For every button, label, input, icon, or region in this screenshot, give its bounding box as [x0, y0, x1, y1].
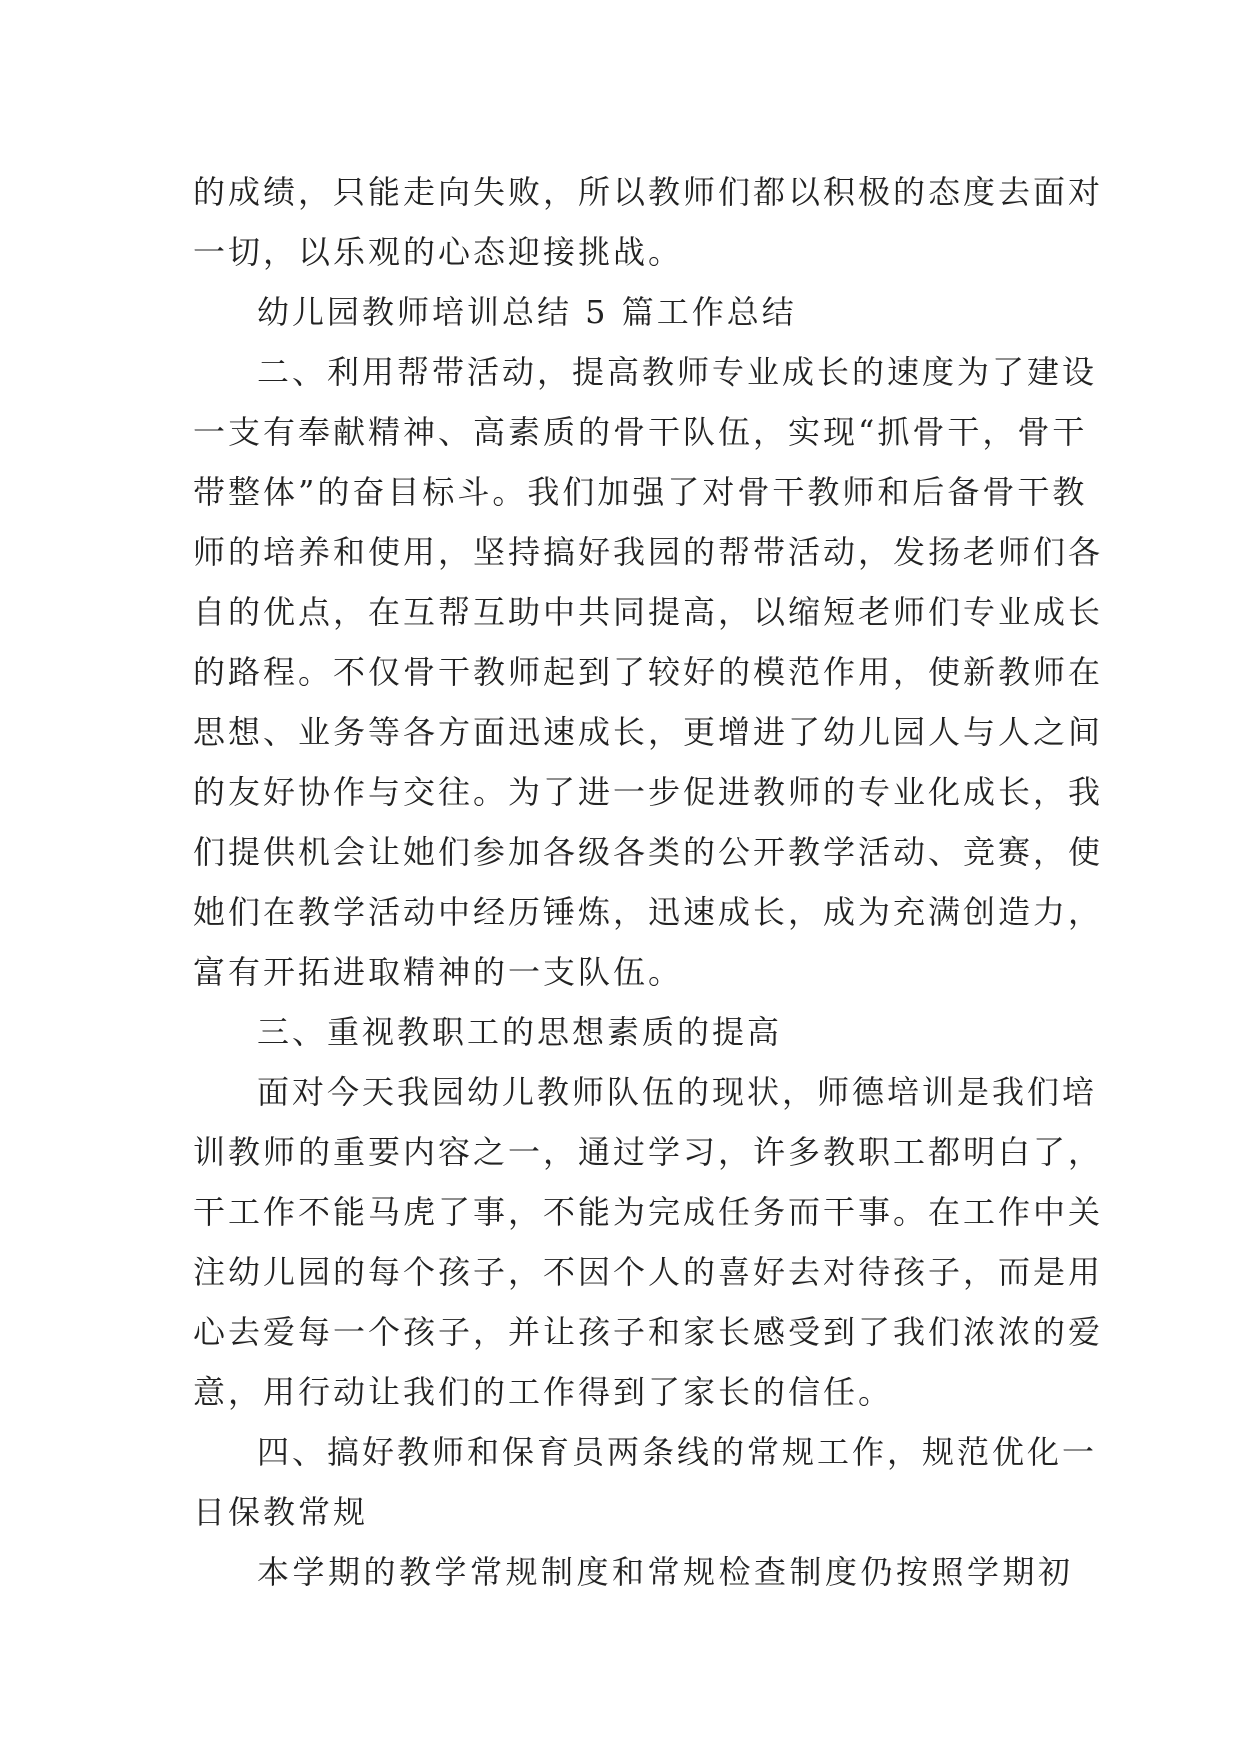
text-line: 思想、业务等各方面迅速成长，更增进了幼儿园人与人之间: [193, 713, 1104, 751]
text-line: 心去爱每一个孩子，并让孩子和家长感受到了我们浓浓的爱: [193, 1313, 1104, 1351]
text-line: 一切，以乐观的心态迎接挑战。: [193, 233, 684, 271]
text-line: 的友好协作与交往。为了进一步促进教师的专业化成长，我: [193, 773, 1104, 811]
text-line: 带整体”的奋目标斗。我们加强了对骨干教师和后备骨干教: [193, 473, 1088, 511]
section-heading: 四、搞好教师和保育员两条线的常规工作，规范优化一: [257, 1433, 1098, 1471]
section-heading: 二、利用帮带活动，提高教师专业成长的速度为了建设: [257, 353, 1098, 391]
section-heading: 三、重视教职工的思想素质的提高: [257, 1013, 783, 1051]
text-line: 面对今天我园幼儿教师队伍的现状，师德培训是我们培: [257, 1073, 1098, 1111]
text-line: 她们在教学活动中经历锤炼，迅速成长，成为充满创造力，: [193, 893, 1104, 931]
document-body: [193, 162, 1104, 1602]
text-line: 的路程。不仅骨干教师起到了较好的模范作用，使新教师在: [193, 653, 1104, 691]
text-line: 日保教常规: [193, 1493, 369, 1531]
section-title: 幼儿园教师培训总结 5 篇工作总结: [257, 293, 797, 331]
text-line: 训教师的重要内容之一，通过学习，许多教职工都明白了，: [193, 1133, 1104, 1171]
text-line: 富有开拓进取精神的一支队伍。: [193, 953, 684, 991]
text-line: 意，用行动让我们的工作得到了家长的信任。: [193, 1373, 894, 1411]
text-line: 们提供机会让她们参加各级各类的公开教学活动、竞赛，使: [193, 833, 1104, 871]
text-line: 本学期的教学常规制度和常规检查制度仍按照学期初: [257, 1553, 1073, 1591]
text-line: 注幼儿园的每个孩子，不因个人的喜好去对待孩子，而是用: [193, 1253, 1104, 1291]
text-line: 一支有奉献精神、高素质的骨干队伍，实现“抓骨干，骨干: [193, 413, 1088, 451]
text-line: 干工作不能马虎了事，不能为完成任务而干事。在工作中关: [193, 1193, 1104, 1231]
text-line: 自的优点，在互帮互助中共同提高，以缩短老师们专业成长: [193, 593, 1104, 631]
text-line: 的成绩，只能走向失败，所以教师们都以积极的态度去面对: [193, 173, 1104, 211]
text-line: 师的培养和使用，坚持搞好我园的帮带活动，发扬老师们各: [193, 533, 1104, 571]
